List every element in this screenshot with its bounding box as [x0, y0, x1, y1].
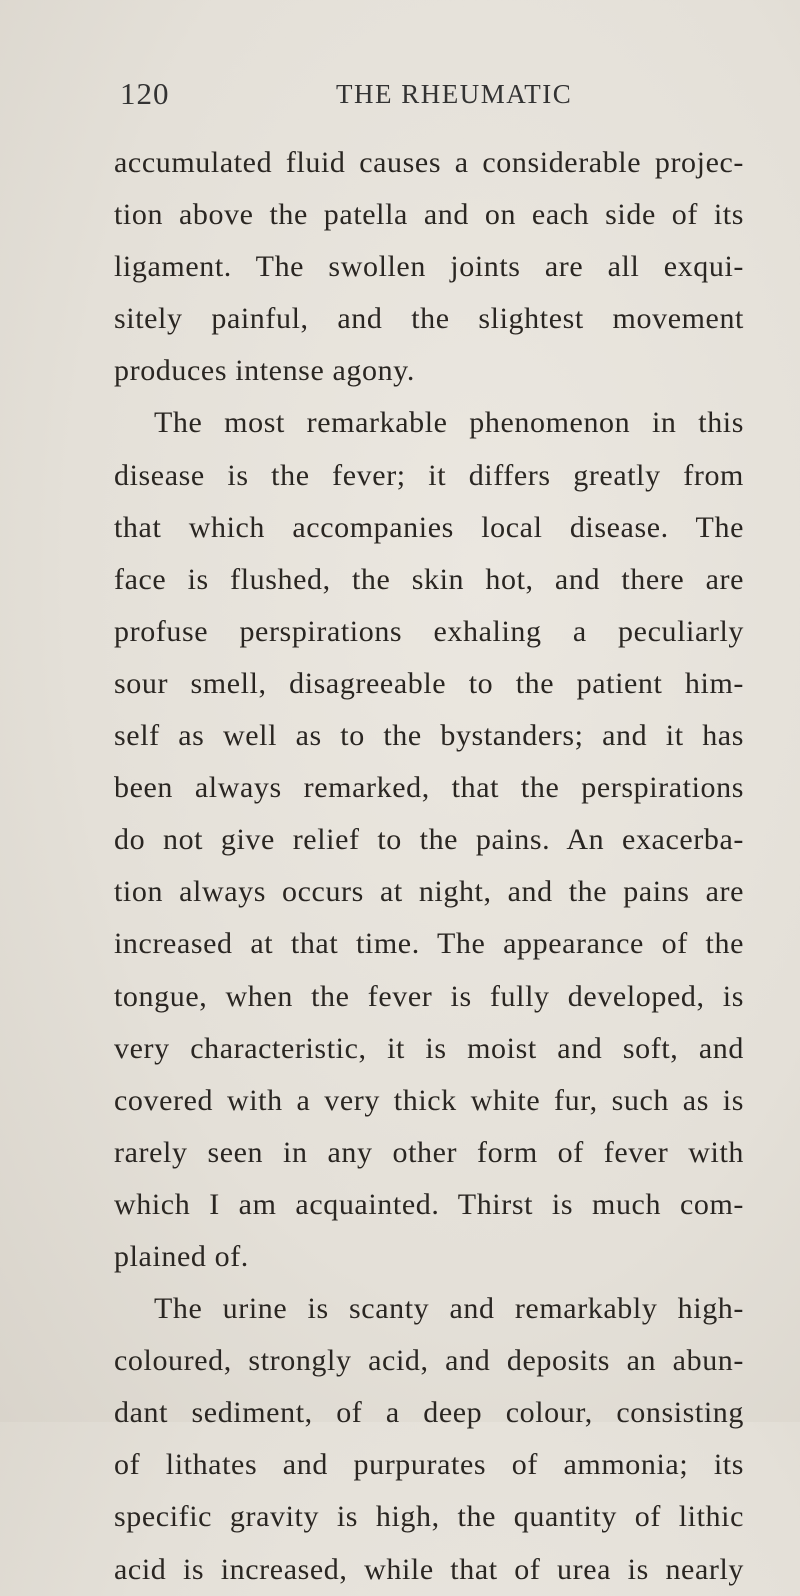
paragraph-start-line: The urine is scanty and remarkably high-: [154, 1292, 744, 1326]
text-line: coloured, strongly acid, and deposits an abun-: [114, 1344, 744, 1378]
text-line: rarely seen in any other form of fever with: [114, 1135, 744, 1169]
text-line: that which accompanies local disease. The: [114, 510, 744, 544]
text-line: tion above the patella and on each side of its: [114, 198, 744, 232]
text-line: plained of.: [114, 1239, 249, 1273]
text-line: face is flushed, the skin hot, and there are: [114, 562, 744, 596]
text-line: tion always occurs at night, and the pains are: [114, 875, 744, 909]
text-line: specific gravity is high, the quantity of lithic: [114, 1500, 744, 1534]
text-line: covered with a very thick white fur, such as is: [114, 1083, 744, 1117]
text-line: sour smell, disagreeable to the patient him-: [114, 666, 744, 700]
text-line: profuse perspirations exhaling a peculiarly: [114, 614, 744, 648]
text-line: disease is the fever; it differs greatly from: [114, 458, 744, 492]
running-head: [0, 76, 800, 116]
text-line: dant sediment, of a deep colour, consisting: [114, 1396, 744, 1430]
text-line: accumulated fluid causes a considerable projec-: [114, 146, 744, 179]
text-line: very characteristic, it is moist and soft, and: [114, 1031, 744, 1065]
text-line: produces intense agony.: [114, 354, 415, 388]
text-line: self as well as to the bystanders; and it has: [114, 719, 744, 753]
text-line: ligament. The swollen joints are all exqui-: [114, 250, 744, 284]
paragraph-start-line: The most remarkable phenomenon in this: [154, 406, 744, 440]
body-text: [114, 137, 744, 1596]
running-title: THE RHEUMATIC: [336, 79, 573, 109]
text-line: sitely painful, and the slightest movement: [114, 302, 744, 336]
text-line: acid is increased, while that of urea is nearly: [114, 1552, 744, 1586]
text-line: been always remarked, that the perspirations: [114, 771, 744, 805]
text-line: tongue, when the fever is fully developed, is: [114, 979, 744, 1013]
text-line: of lithates and purpurates of ammonia; its: [114, 1448, 744, 1482]
page-number: 120: [120, 76, 170, 111]
text-line: which I am acquainted. Thirst is much com-: [114, 1187, 744, 1221]
text-line: increased at that time. The appearance of the: [114, 927, 744, 961]
text-line: do not give relief to the pains. An exacerba-: [114, 823, 744, 857]
